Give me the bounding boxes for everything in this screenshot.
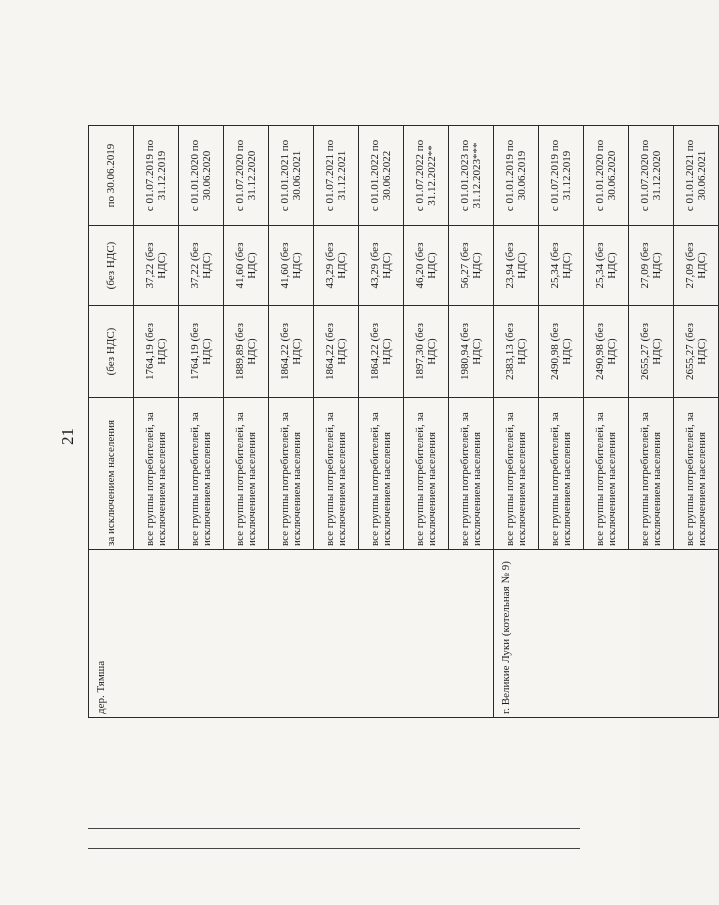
- period-cell: с 01.01.2019 по 30.06.2019: [494, 126, 539, 226]
- group-cell: все группы потребителей, за исключением населения: [359, 398, 404, 550]
- price-cell: 1889,89 (без НДС): [224, 306, 269, 398]
- premium-cell: 56,27 (без НДС): [449, 226, 494, 306]
- period-cell: с 01.01.2020 по 30.06.2020: [179, 126, 224, 226]
- period-cell: с 01.01.2020 по 30.06.2020: [584, 126, 629, 226]
- group-cell: все группы потребителей, за исключением населения: [539, 398, 584, 550]
- blank-rule: [88, 848, 580, 849]
- group-cell: все группы потребителей, за исключением населения: [584, 398, 629, 550]
- period-cell: с 01.07.2019 по 31.12.2019: [539, 126, 584, 226]
- premium-cell: 41,60 (без НДС): [269, 226, 314, 306]
- premium-cell: 23,94 (без НДС): [494, 226, 539, 306]
- group-cell: за исключением населения: [89, 398, 134, 550]
- period-cell: с 01.07.2022 по 31.12.2022**: [404, 126, 449, 226]
- group-cell: все группы потребителей, за исключением населения: [314, 398, 359, 550]
- page-number: 21: [58, 428, 77, 445]
- price-cell: 2490,98 (без НДС): [539, 306, 584, 398]
- group-cell: все группы потребителей, за исключением населения: [449, 398, 494, 550]
- group-cell: все группы потребителей, за исключением населения: [269, 398, 314, 550]
- tariff-table-body: [89, 126, 719, 718]
- group-cell: все группы потребителей, за исключением населения: [404, 398, 449, 550]
- premium-cell: 41,60 (без НДС): [224, 226, 269, 306]
- table-row: [494, 126, 539, 718]
- period-cell: по 30.06.2019: [89, 126, 134, 226]
- blank-rule: [88, 828, 580, 829]
- premium-cell: 43,29 (без НДС): [359, 226, 404, 306]
- period-cell: с 01.07.2020 по 31.12.2020: [224, 126, 269, 226]
- premium-cell: 27,09 (без НДС): [629, 226, 674, 306]
- price-cell: 1864,22 (без НДС): [314, 306, 359, 398]
- period-cell: с 01.07.2019 по 31.12.2019: [134, 126, 179, 226]
- premium-cell: 37,22 (без НДС): [179, 226, 224, 306]
- table-row: [89, 126, 134, 718]
- period-cell: с 01.01.2023 по 31.12.2023***: [449, 126, 494, 226]
- premium-cell: 37,22 (без НДС): [134, 226, 179, 306]
- price-cell: 1864,22 (без НДС): [269, 306, 314, 398]
- group-cell: все группы потребителей, за исключением населения: [494, 398, 539, 550]
- premium-cell: 25,34 (без НДС): [539, 226, 584, 306]
- period-cell: с 01.07.2020 по 31.12.2020: [629, 126, 674, 226]
- premium-cell: (без НДС): [89, 226, 134, 306]
- price-cell: 1864,22 (без НДС): [359, 306, 404, 398]
- group-cell: все группы потребителей, за исключением населения: [224, 398, 269, 550]
- period-cell: с 01.01.2021 по 30.06.2021: [674, 126, 719, 226]
- location-cell: дер. Тямша: [89, 550, 494, 718]
- premium-cell: 25,34 (без НДС): [584, 226, 629, 306]
- group-cell: все группы потребителей, за исключением населения: [674, 398, 719, 550]
- price-cell: 1764,19 (без НДС): [179, 306, 224, 398]
- premium-cell: 43,29 (без НДС): [314, 226, 359, 306]
- price-cell: (без НДС): [89, 306, 134, 398]
- group-cell: все группы потребителей, за исключением населения: [629, 398, 674, 550]
- rotated-table-wrapper: [88, 126, 708, 718]
- group-cell: все группы потребителей, за исключением населения: [134, 398, 179, 550]
- price-cell: 2383,13 (без НДС): [494, 306, 539, 398]
- period-cell: с 01.01.2022 по 30.06.2022: [359, 126, 404, 226]
- price-cell: 1980,94 (без НДС): [449, 306, 494, 398]
- period-cell: с 01.07.2021 по 31.12.2021: [314, 126, 359, 226]
- price-cell: 1897,30 (без НДС): [404, 306, 449, 398]
- location-cell: г. Великие Луки (котельная № 9): [494, 550, 719, 718]
- price-cell: 2655,27 (без НДС): [674, 306, 719, 398]
- period-cell: с 01.01.2021 по 30.06.2021: [269, 126, 314, 226]
- premium-cell: 46,20 (без НДС): [404, 226, 449, 306]
- tariff-table: [88, 125, 719, 718]
- price-cell: 1764,19 (без НДС): [134, 306, 179, 398]
- premium-cell: 27,09 (без НДС): [674, 226, 719, 306]
- price-cell: 2655,27 (без НДС): [629, 306, 674, 398]
- price-cell: 2490,98 (без НДС): [584, 306, 629, 398]
- group-cell: все группы потребителей, за исключением населения: [179, 398, 224, 550]
